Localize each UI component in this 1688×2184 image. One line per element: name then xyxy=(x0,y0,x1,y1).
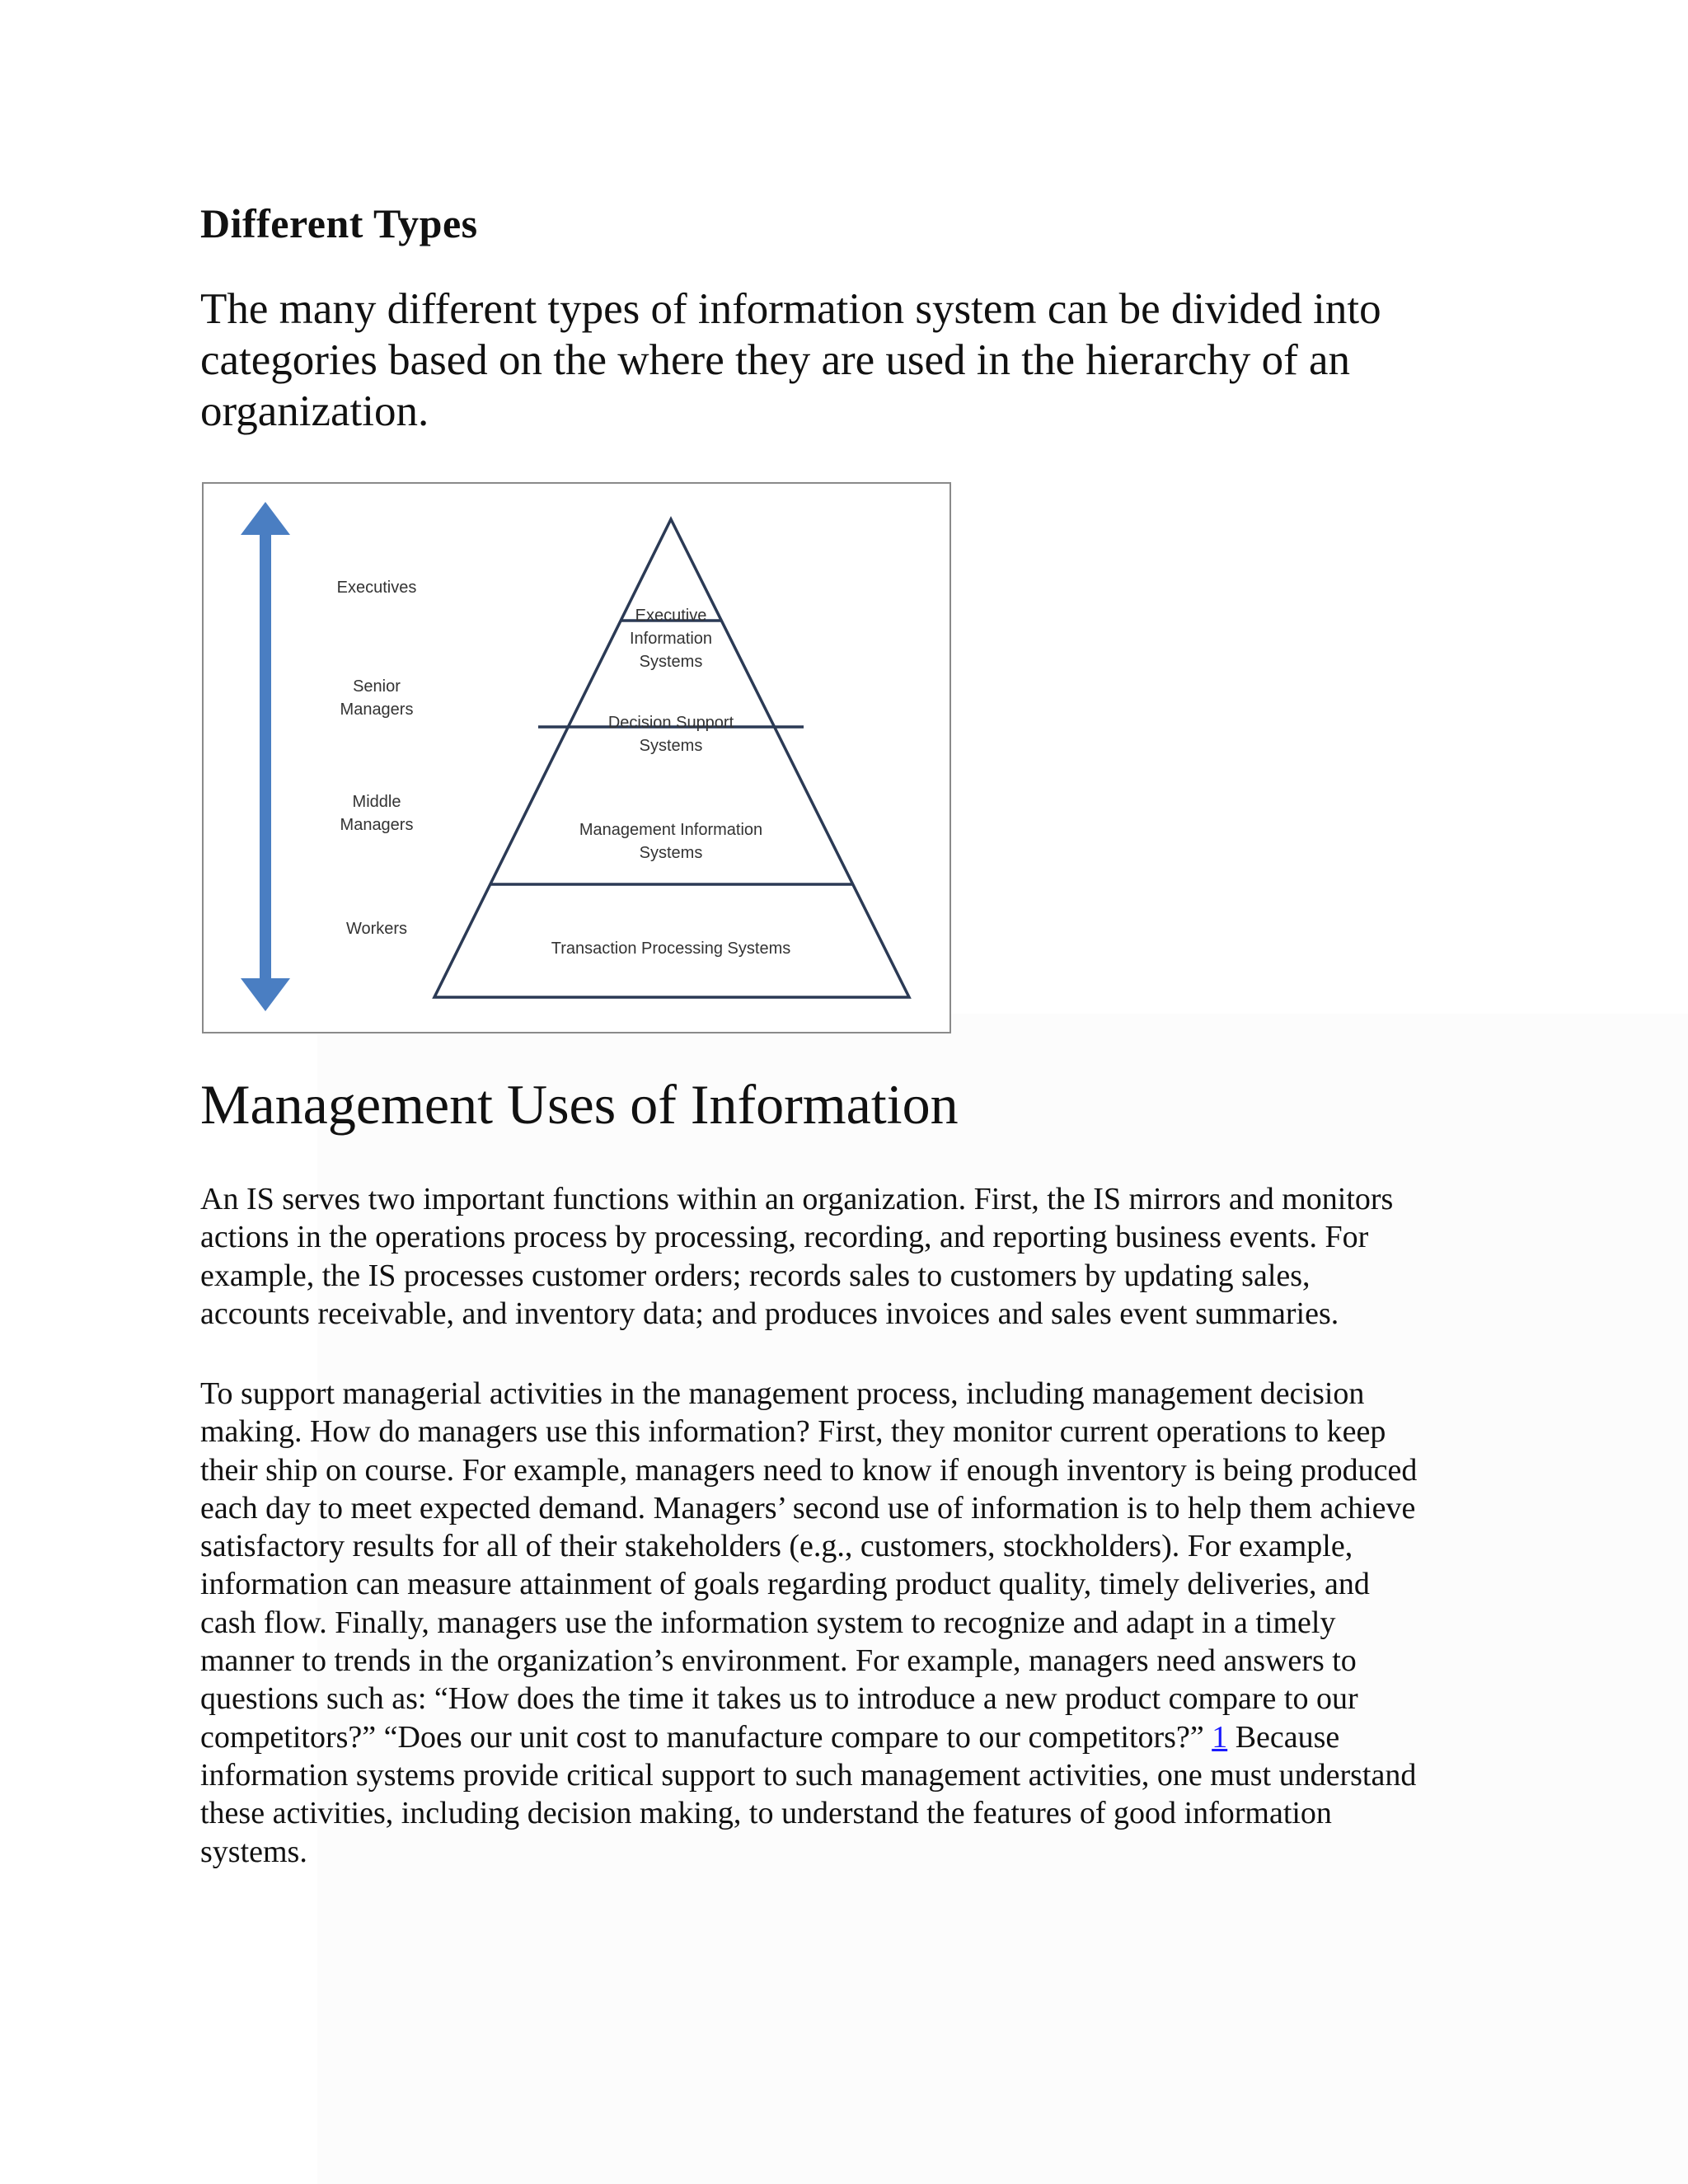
intro-line: categories based on the where they are used in the hierarchy of an xyxy=(200,336,1351,384)
paragraph-line: satisfactory results for all of their stakeholders (e.g., customers, stockholders). For example, xyxy=(200,1529,1353,1564)
intro-line: The many different types of information system can be divided into xyxy=(200,285,1381,333)
section-heading: Different Types xyxy=(200,200,478,246)
double-arrow-icon xyxy=(241,502,290,1011)
article-heading: Management Uses of Information xyxy=(200,1073,959,1136)
tier-executive-information-systems: Executive Information Systems xyxy=(629,607,713,671)
paragraph-line: systems. xyxy=(200,1834,307,1869)
paragraph-line: information can measure attainment of goals regarding product quality, timely deliveries, and xyxy=(200,1567,1370,1602)
paragraph-line: example, the IS processes customer orders; records sales to customers by updating sales, xyxy=(200,1258,1311,1293)
paragraph-line: their ship on course. For example, managers need to know if enough inventory is being produced xyxy=(200,1452,1418,1488)
tier-management-information-systems: Management Information Systems xyxy=(579,821,763,862)
paragraph-line: An IS serves two important functions within an organization. First, the IS mirrors and monitors xyxy=(200,1182,1394,1216)
paragraph-functions xyxy=(200,1180,1486,1333)
paragraph-line: questions such as: “How does the time it takes us to introduce a new product compare to our xyxy=(200,1681,1358,1717)
line-text: Because xyxy=(1227,1719,1340,1755)
pyramid xyxy=(434,519,909,997)
paragraph-line: To support managerial activities in the management process, including management decision xyxy=(200,1376,1365,1411)
level-workers: Workers xyxy=(345,920,408,938)
level-executives: Executives xyxy=(336,579,417,597)
hierarchy-figure xyxy=(202,482,951,1033)
tier-transaction-processing-systems: Transaction Processing Systems xyxy=(551,940,791,958)
intro-line: organization. xyxy=(200,387,429,435)
paragraph-line: making. How do managers use this information? First, they monitor current operations to keep xyxy=(200,1414,1386,1450)
paragraph-line: manner to trends in the organization’s environment. For example, managers need answers to xyxy=(200,1643,1357,1679)
paragraph-line-with-footnote xyxy=(200,1718,1486,1756)
paragraph-line: these activities, including decision making, to understand the features of good information xyxy=(200,1796,1332,1831)
pyramid-outline xyxy=(434,519,909,997)
paragraph-managerial-use xyxy=(200,1375,1486,1871)
level-senior-managers: Senior Managers xyxy=(340,677,414,719)
paragraph-line: each day to meet expected demand. Managers’ second use of information is to help them achieve xyxy=(200,1490,1416,1526)
line-text: competitors?” “Does our unit cost to manufacture compare to our competitors?” xyxy=(200,1719,1212,1755)
intro-paragraph xyxy=(200,284,1437,437)
tier-decision-support-systems: Decision Support Systems xyxy=(607,714,734,755)
level-middle-managers: Middle Managers xyxy=(340,793,414,834)
paragraph-line: accounts receivable, and inventory data; and produces invoices and sales event summaries. xyxy=(200,1296,1339,1331)
paragraph-line: information systems provide critical support to such management activities, one must understand xyxy=(200,1757,1417,1793)
paragraph-line: actions in the operations process by processing, recording, and reporting business events. For xyxy=(200,1220,1369,1255)
paragraph-line: cash flow. Finally, managers use the information system to recognize and adapt in a timely xyxy=(200,1605,1336,1640)
footnote-link[interactable]: 1 xyxy=(1212,1719,1228,1755)
